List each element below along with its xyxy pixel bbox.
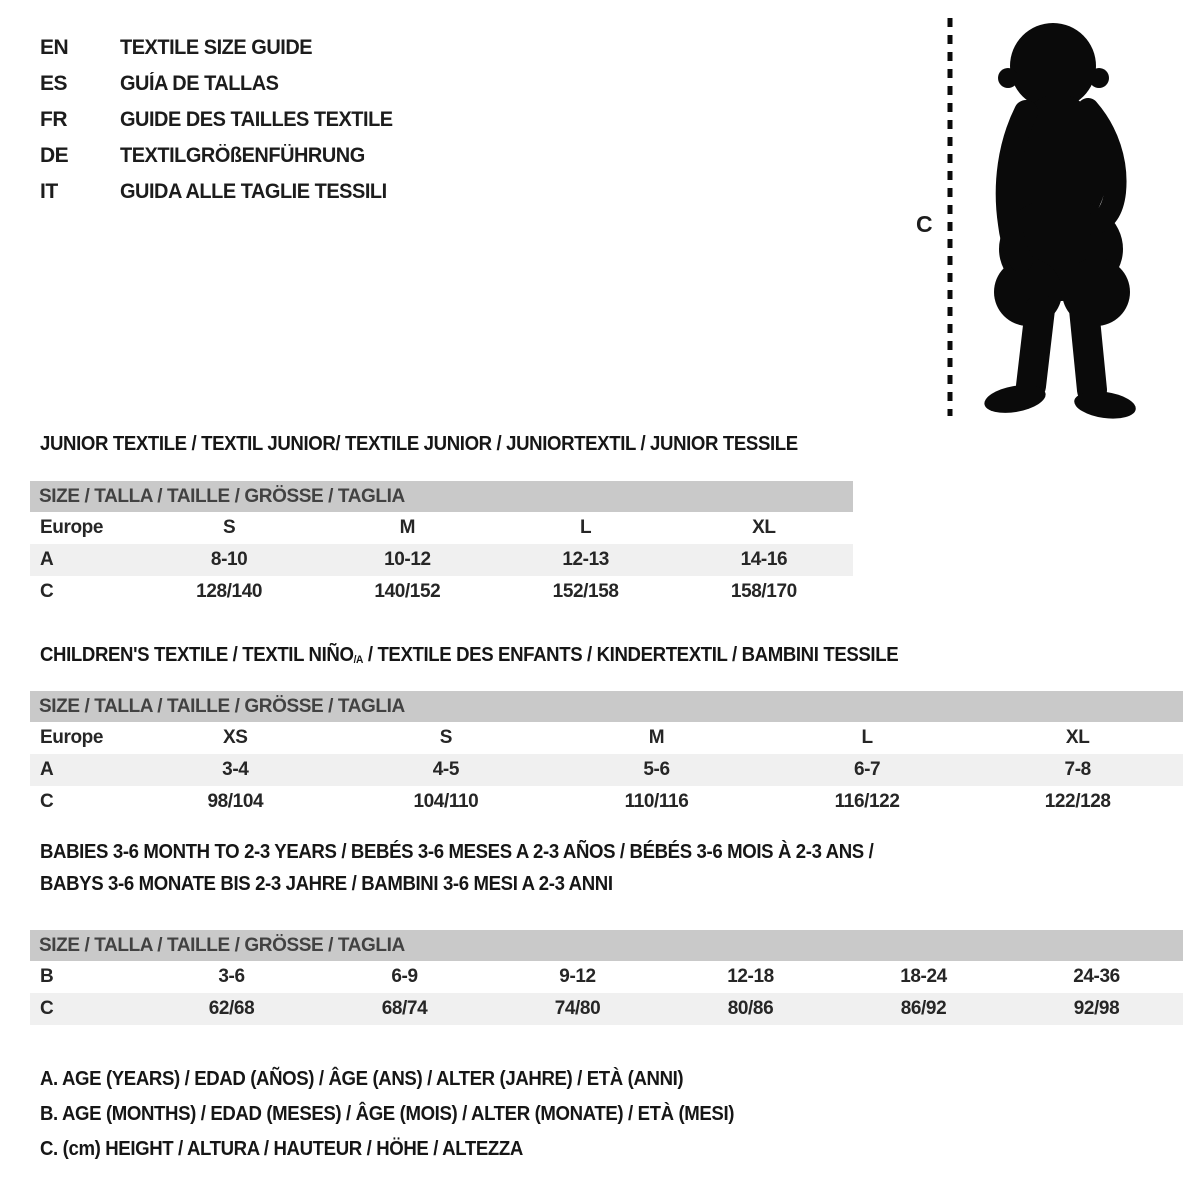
guide-title-es: GUÍA DE TALLAS <box>120 72 279 95</box>
row-label: A <box>40 759 54 780</box>
age-cell: 5-6 <box>643 759 670 780</box>
height-cell: 98/104 <box>207 791 264 812</box>
babies-section-title-line1: BABIES 3-6 MONTH TO 2-3 YEARS / BEBÉS 3-6 MESES A 2-3 AÑOS / BÉBÉS 3-6 MOIS À 2-3 ANS / <box>40 841 874 863</box>
height-cell: 110/116 <box>624 791 689 812</box>
height-measure-label: C <box>916 211 933 237</box>
row-label: Europe <box>40 727 104 748</box>
table-row-europe <box>30 722 1183 754</box>
row-label: B <box>40 966 54 987</box>
table-row-height <box>30 786 1183 818</box>
children-title-post: / TEXTILE DES ENFANTS / KINDERTEXTIL / BAMBINI TESSILE <box>363 644 899 666</box>
size-cell: S <box>439 727 453 748</box>
language-row-fr <box>40 102 407 138</box>
age-cell: 7-8 <box>1064 759 1091 780</box>
guide-title-fr: GUIDE DES TAILLES TEXTILE <box>120 108 393 131</box>
language-code: EN <box>40 36 69 59</box>
size-cell: M <box>399 517 416 538</box>
row-label: C <box>40 581 54 602</box>
height-cell: 86/92 <box>900 998 947 1019</box>
age-cell: 12-13 <box>562 549 609 570</box>
junior-size-table <box>30 481 853 608</box>
babies-section-title-line2: BABYS 3-6 MONATE BIS 2-3 JAHRE / BAMBINI 3-6 MESI A 2-3 ANNI <box>40 873 613 895</box>
age-cell: 4-5 <box>432 759 460 780</box>
height-cell: 128/140 <box>196 581 263 602</box>
table-row-height <box>30 576 853 608</box>
size-cell: S <box>222 517 236 538</box>
months-cell: 3-6 <box>218 966 245 987</box>
legend-age-months: B. AGE (MONTHS) / EDAD (MESES) / ÂGE (MOIS) / ALTER (MONATE) / ETÀ (MESI) <box>40 1103 735 1125</box>
size-header-bar: SIZE / TALLA / TAILLE / GRÖSSE / TAGLIA <box>30 930 1183 961</box>
height-cell: 116/122 <box>834 791 900 812</box>
months-cell: 9-12 <box>559 966 596 987</box>
language-code: IT <box>40 180 58 203</box>
row-label: C <box>40 791 54 812</box>
size-header-bar: SIZE / TALLA / TAILLE / GRÖSSE / TAGLIA <box>30 691 1183 722</box>
size-cell: L <box>580 517 592 538</box>
height-cell: 122/128 <box>1044 791 1111 812</box>
language-code: ES <box>40 72 68 95</box>
table-row-months <box>30 961 1183 993</box>
height-cell: 92/98 <box>1073 998 1120 1019</box>
language-code: FR <box>40 108 67 131</box>
toddler-silhouette-icon <box>938 409 1150 426</box>
size-cell: XS <box>223 727 248 748</box>
height-cell: 158/170 <box>730 581 797 602</box>
row-label: C <box>40 998 54 1019</box>
legend-height-cm: C. (cm) HEIGHT / ALTURA / HAUTEUR / HÖHE / ALTEZZA <box>40 1138 523 1160</box>
age-cell: 6-7 <box>853 759 881 780</box>
size-cell: L <box>861 727 873 748</box>
language-row-es <box>40 66 407 102</box>
table-row-age <box>30 754 1183 786</box>
months-cell: 12-18 <box>727 966 774 987</box>
guide-title-en: TEXTILE SIZE GUIDE <box>120 36 313 59</box>
height-cell: 80/86 <box>727 998 774 1019</box>
table-row-europe <box>30 512 853 544</box>
toddler-figure <box>938 12 1150 422</box>
age-cell: 14-16 <box>740 549 788 570</box>
guide-title-de: TEXTILGRÖßENFÜHRUNG <box>120 144 365 167</box>
language-row-en <box>40 30 407 66</box>
legend-age-years: A. AGE (YEARS) / EDAD (AÑOS) / ÂGE (ANS) / ALTER (JAHRE) / ETÀ (ANNI) <box>40 1068 684 1090</box>
height-cell: 152/158 <box>552 581 619 602</box>
row-label: Europe <box>40 517 104 538</box>
height-cell: 140/152 <box>374 581 441 602</box>
height-cell: 68/74 <box>381 998 428 1019</box>
size-cell: M <box>648 727 665 748</box>
language-row-it <box>40 174 407 210</box>
months-cell: 6-9 <box>391 966 418 987</box>
children-title-sub: /A <box>353 654 364 666</box>
language-title-list <box>40 30 407 210</box>
months-cell: 24-36 <box>1073 966 1120 987</box>
height-cell: 104/110 <box>413 791 479 812</box>
table-row-height <box>30 993 1183 1025</box>
size-header-bar: SIZE / TALLA / TAILLE / GRÖSSE / TAGLIA <box>30 481 853 512</box>
age-cell: 8-10 <box>210 549 248 570</box>
age-cell: 3-4 <box>222 759 249 780</box>
children-size-table <box>30 691 1183 818</box>
babies-size-table <box>30 930 1183 1025</box>
size-cell: XL <box>1065 727 1090 748</box>
language-code: DE <box>40 144 69 167</box>
height-cell: 62/68 <box>208 998 255 1019</box>
guide-title-it: GUIDA ALLE TAGLIE TESSILI <box>120 180 387 203</box>
height-cell: 74/80 <box>554 998 601 1019</box>
language-row-de <box>40 138 407 174</box>
months-cell: 18-24 <box>900 966 947 987</box>
children-section-title <box>40 644 898 667</box>
size-cell: XL <box>752 517 776 538</box>
junior-section-title: JUNIOR TEXTILE / TEXTIL JUNIOR/ TEXTILE JUNIOR / JUNIORTEXTIL / JUNIOR TESSILE <box>40 433 798 455</box>
row-label: A <box>40 549 54 570</box>
children-title-pre: CHILDREN'S TEXTILE / TEXTIL NIÑO <box>40 644 354 666</box>
table-row-age <box>30 544 853 576</box>
age-cell: 10-12 <box>384 549 431 570</box>
